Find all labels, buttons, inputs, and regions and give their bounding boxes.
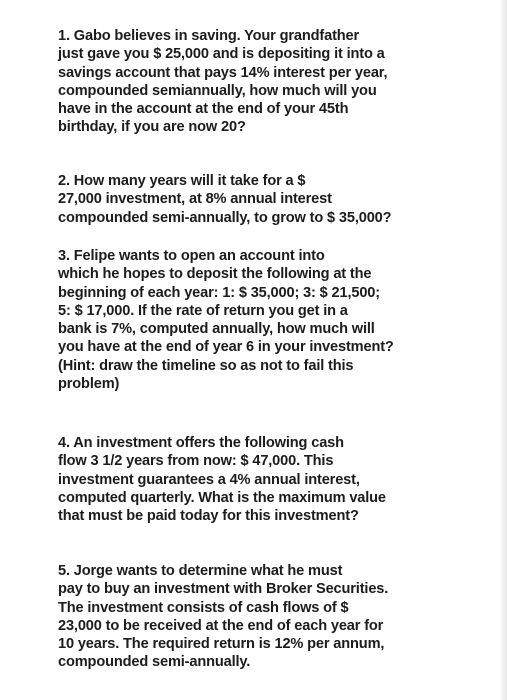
problem-1: 1. Gabo believes in saving. Your grandfather just gave you $ 25,000 and is depositing it into a savings account that pays 14% interest per year, compounded semiannually, how much will you have in the account at the end of your 45th birthday, if you are now 20? <box>58 28 388 136</box>
problem-4: 4. An investment offers the following cash flow 3 1/2 years from now: $ 47,000. This investment guarantees a 4% annual interest, computed quarterly. What is the maximum value that must be paid today for this investment? <box>58 435 386 525</box>
problem-5: 5. Jorge wants to determine what he must pay to buy an investment with Broker Securities. The investment consists of cash flows of $ 23,000 to be received at the end of each year for 10 years. The required return is 12% per annum, compounded semi-annually. <box>58 563 389 671</box>
page-edge-shadow <box>499 0 507 700</box>
problem-3: 3. Felipe wants to open an account into which he hopes to deposit the following at the beginning of each year: 1: $ 35,000; 3: $ 21,500; 5: $ 17,000. If the rate of return you get in a bank is 7%, computed annually, how much will you have at the end of year 6 in your investment? (Hint: draw the timeline so as not to fail this problem) <box>58 248 394 393</box>
problem-2: 2. How many years will it take for a $ 27,000 investment, at 8% annual interest compounded semi-annually, to grow to $ 35,000? <box>58 173 392 226</box>
